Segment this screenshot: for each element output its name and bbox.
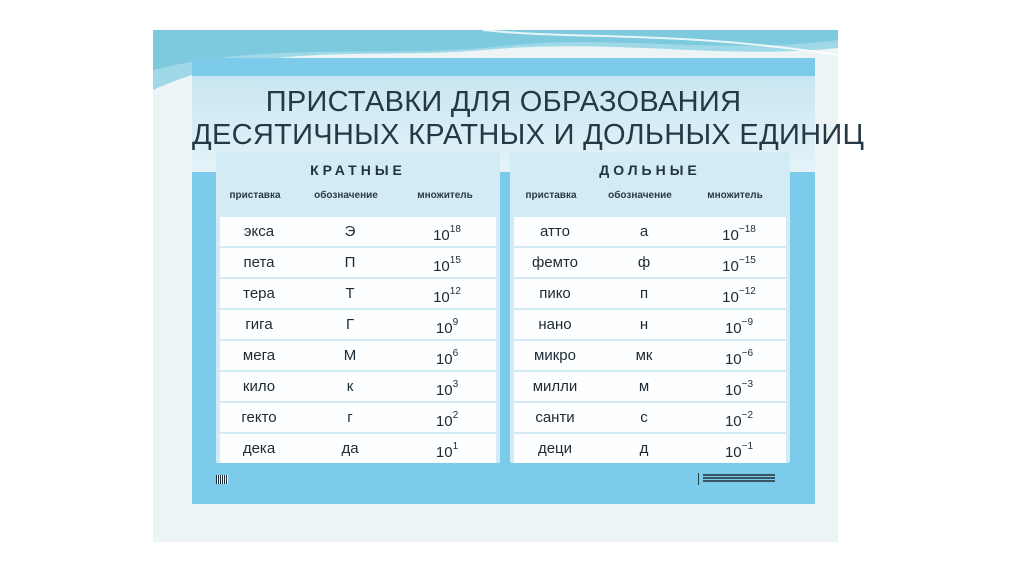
factor-base: 10 — [433, 289, 450, 306]
prefix-factor — [692, 310, 786, 343]
title-line-1: ПРИСТАВКИ ДЛЯ ОБРАЗОВАНИЯ — [265, 86, 742, 118]
table-row — [514, 279, 786, 308]
prefix-factor — [692, 372, 786, 405]
prefix-name: экса — [243, 223, 275, 240]
table-row — [220, 434, 496, 463]
col-factor: множитель — [417, 190, 473, 201]
factor-exponent: −6 — [741, 348, 754, 359]
prefix-symbol: п — [639, 285, 649, 302]
prefix-symbol: н — [639, 316, 649, 333]
table-row — [220, 403, 496, 432]
factor-base: 10 — [724, 382, 742, 399]
submultiples-heading: ДОЛЬНЫЕ — [599, 162, 701, 178]
prefix-name: санти — [535, 409, 575, 426]
prefix-name: нано — [538, 316, 572, 333]
prefix-symbol: г — [347, 409, 353, 426]
factor-exponent: 9 — [452, 317, 459, 328]
factor-exponent: −12 — [738, 286, 756, 297]
table-row — [514, 217, 786, 246]
factor-exponent: 15 — [449, 255, 461, 266]
multiples-panel — [216, 152, 500, 463]
factor-exponent: 3 — [452, 379, 459, 390]
factor-base: 10 — [724, 444, 742, 461]
factor-base: 10 — [724, 351, 742, 368]
col-factor: множитель — [707, 190, 763, 201]
prefix-name: гекто — [241, 409, 277, 426]
prefix-factor — [692, 403, 786, 436]
factor-base: 10 — [433, 258, 450, 275]
prefix-factor — [692, 341, 786, 374]
title-line-2: ДЕСЯТИЧНЫХ КРАТНЫХ И ДОЛЬНЫХ ЕДИНИЦ — [192, 119, 865, 151]
factor-exponent: −1 — [741, 441, 754, 452]
prefix-name: деци — [537, 440, 573, 457]
factor-exponent: −18 — [738, 224, 756, 235]
prefix-name: гига — [245, 316, 273, 333]
prefix-symbol: д — [639, 440, 649, 457]
poster-footer — [216, 472, 790, 486]
prefix-name: тера — [243, 285, 275, 302]
table-row — [514, 310, 786, 339]
factor-exponent: 18 — [449, 224, 461, 235]
prefix-factor — [402, 310, 492, 343]
prefix-symbol: с — [640, 409, 648, 426]
factor-exponent: −3 — [741, 379, 754, 390]
factor-exponent: −15 — [738, 255, 756, 266]
factor-base: 10 — [435, 351, 453, 368]
factor-exponent: 6 — [452, 348, 459, 359]
factor-base: 10 — [435, 444, 453, 461]
factor-base: 10 — [435, 320, 453, 337]
prefix-factor — [402, 217, 492, 250]
table-row — [514, 372, 786, 401]
prefix-symbol: П — [344, 254, 356, 271]
prefix-symbol: Э — [344, 223, 356, 240]
factor-exponent: 2 — [452, 410, 459, 421]
table-row — [220, 279, 496, 308]
prefix-name: милли — [532, 378, 578, 395]
prefix-symbol: Г — [345, 316, 355, 333]
col-prefix: приставка — [525, 190, 577, 201]
barcode-icon — [216, 475, 228, 484]
factor-exponent: −2 — [741, 410, 754, 421]
prefix-symbol: М — [343, 347, 357, 364]
table-row — [220, 372, 496, 401]
prefix-factor — [692, 248, 786, 281]
submultiples-panel — [510, 152, 790, 463]
factor-base: 10 — [722, 227, 739, 244]
factor-base: 10 — [722, 258, 739, 275]
prefix-factor — [402, 248, 492, 281]
table-row — [220, 310, 496, 339]
poster-title — [192, 86, 865, 152]
factor-exponent: 1 — [452, 441, 459, 452]
table-row — [220, 341, 496, 370]
prefix-name: атто — [540, 223, 570, 240]
prefix-name: пета — [243, 254, 275, 271]
table-row — [220, 248, 496, 277]
prefix-factor — [402, 279, 492, 312]
prefix-symbol: а — [639, 223, 649, 240]
factor-exponent: −9 — [741, 317, 754, 328]
multiples-heading: КРАТНЫЕ — [310, 162, 406, 178]
column-headers — [510, 190, 790, 212]
factor-base: 10 — [433, 227, 450, 244]
prefix-name: кило — [242, 378, 276, 395]
prefix-factor — [402, 372, 492, 405]
factor-base: 10 — [724, 320, 742, 337]
multiples-rows — [220, 217, 496, 465]
factor-base: 10 — [724, 413, 742, 430]
factor-exponent: 12 — [449, 286, 461, 297]
publisher-fine-print — [698, 473, 779, 485]
prefix-factor — [692, 279, 786, 312]
prefix-factor — [402, 341, 492, 374]
prefix-factor — [402, 403, 492, 436]
table-row — [514, 434, 786, 463]
factor-base: 10 — [435, 413, 453, 430]
table-row — [514, 403, 786, 432]
col-prefix: приставка — [229, 190, 281, 201]
table-row — [514, 248, 786, 277]
prefix-symbol: м — [638, 378, 650, 395]
prefix-name: дека — [242, 440, 276, 457]
prefix-symbol: к — [346, 378, 354, 395]
prefix-name: фемто — [531, 254, 579, 271]
prefix-factor — [692, 217, 786, 250]
prefix-name: мега — [242, 347, 276, 364]
prefix-symbol: да — [341, 440, 359, 457]
column-headers — [216, 190, 500, 212]
table-row — [220, 217, 496, 246]
table-row — [514, 341, 786, 370]
prefix-name: микро — [534, 347, 576, 364]
prefix-poster — [192, 58, 865, 504]
prefix-name: пико — [539, 285, 571, 302]
col-symbol: обозначение — [314, 190, 378, 201]
col-symbol: обозначение — [608, 190, 672, 201]
factor-base: 10 — [722, 289, 739, 306]
prefix-symbol: Т — [345, 285, 355, 302]
prefix-factor — [692, 434, 786, 467]
submultiples-rows — [514, 217, 786, 465]
factor-base: 10 — [435, 382, 453, 399]
prefix-symbol: мк — [635, 347, 653, 364]
prefix-symbol: ф — [637, 254, 651, 271]
prefix-factor — [402, 434, 492, 467]
